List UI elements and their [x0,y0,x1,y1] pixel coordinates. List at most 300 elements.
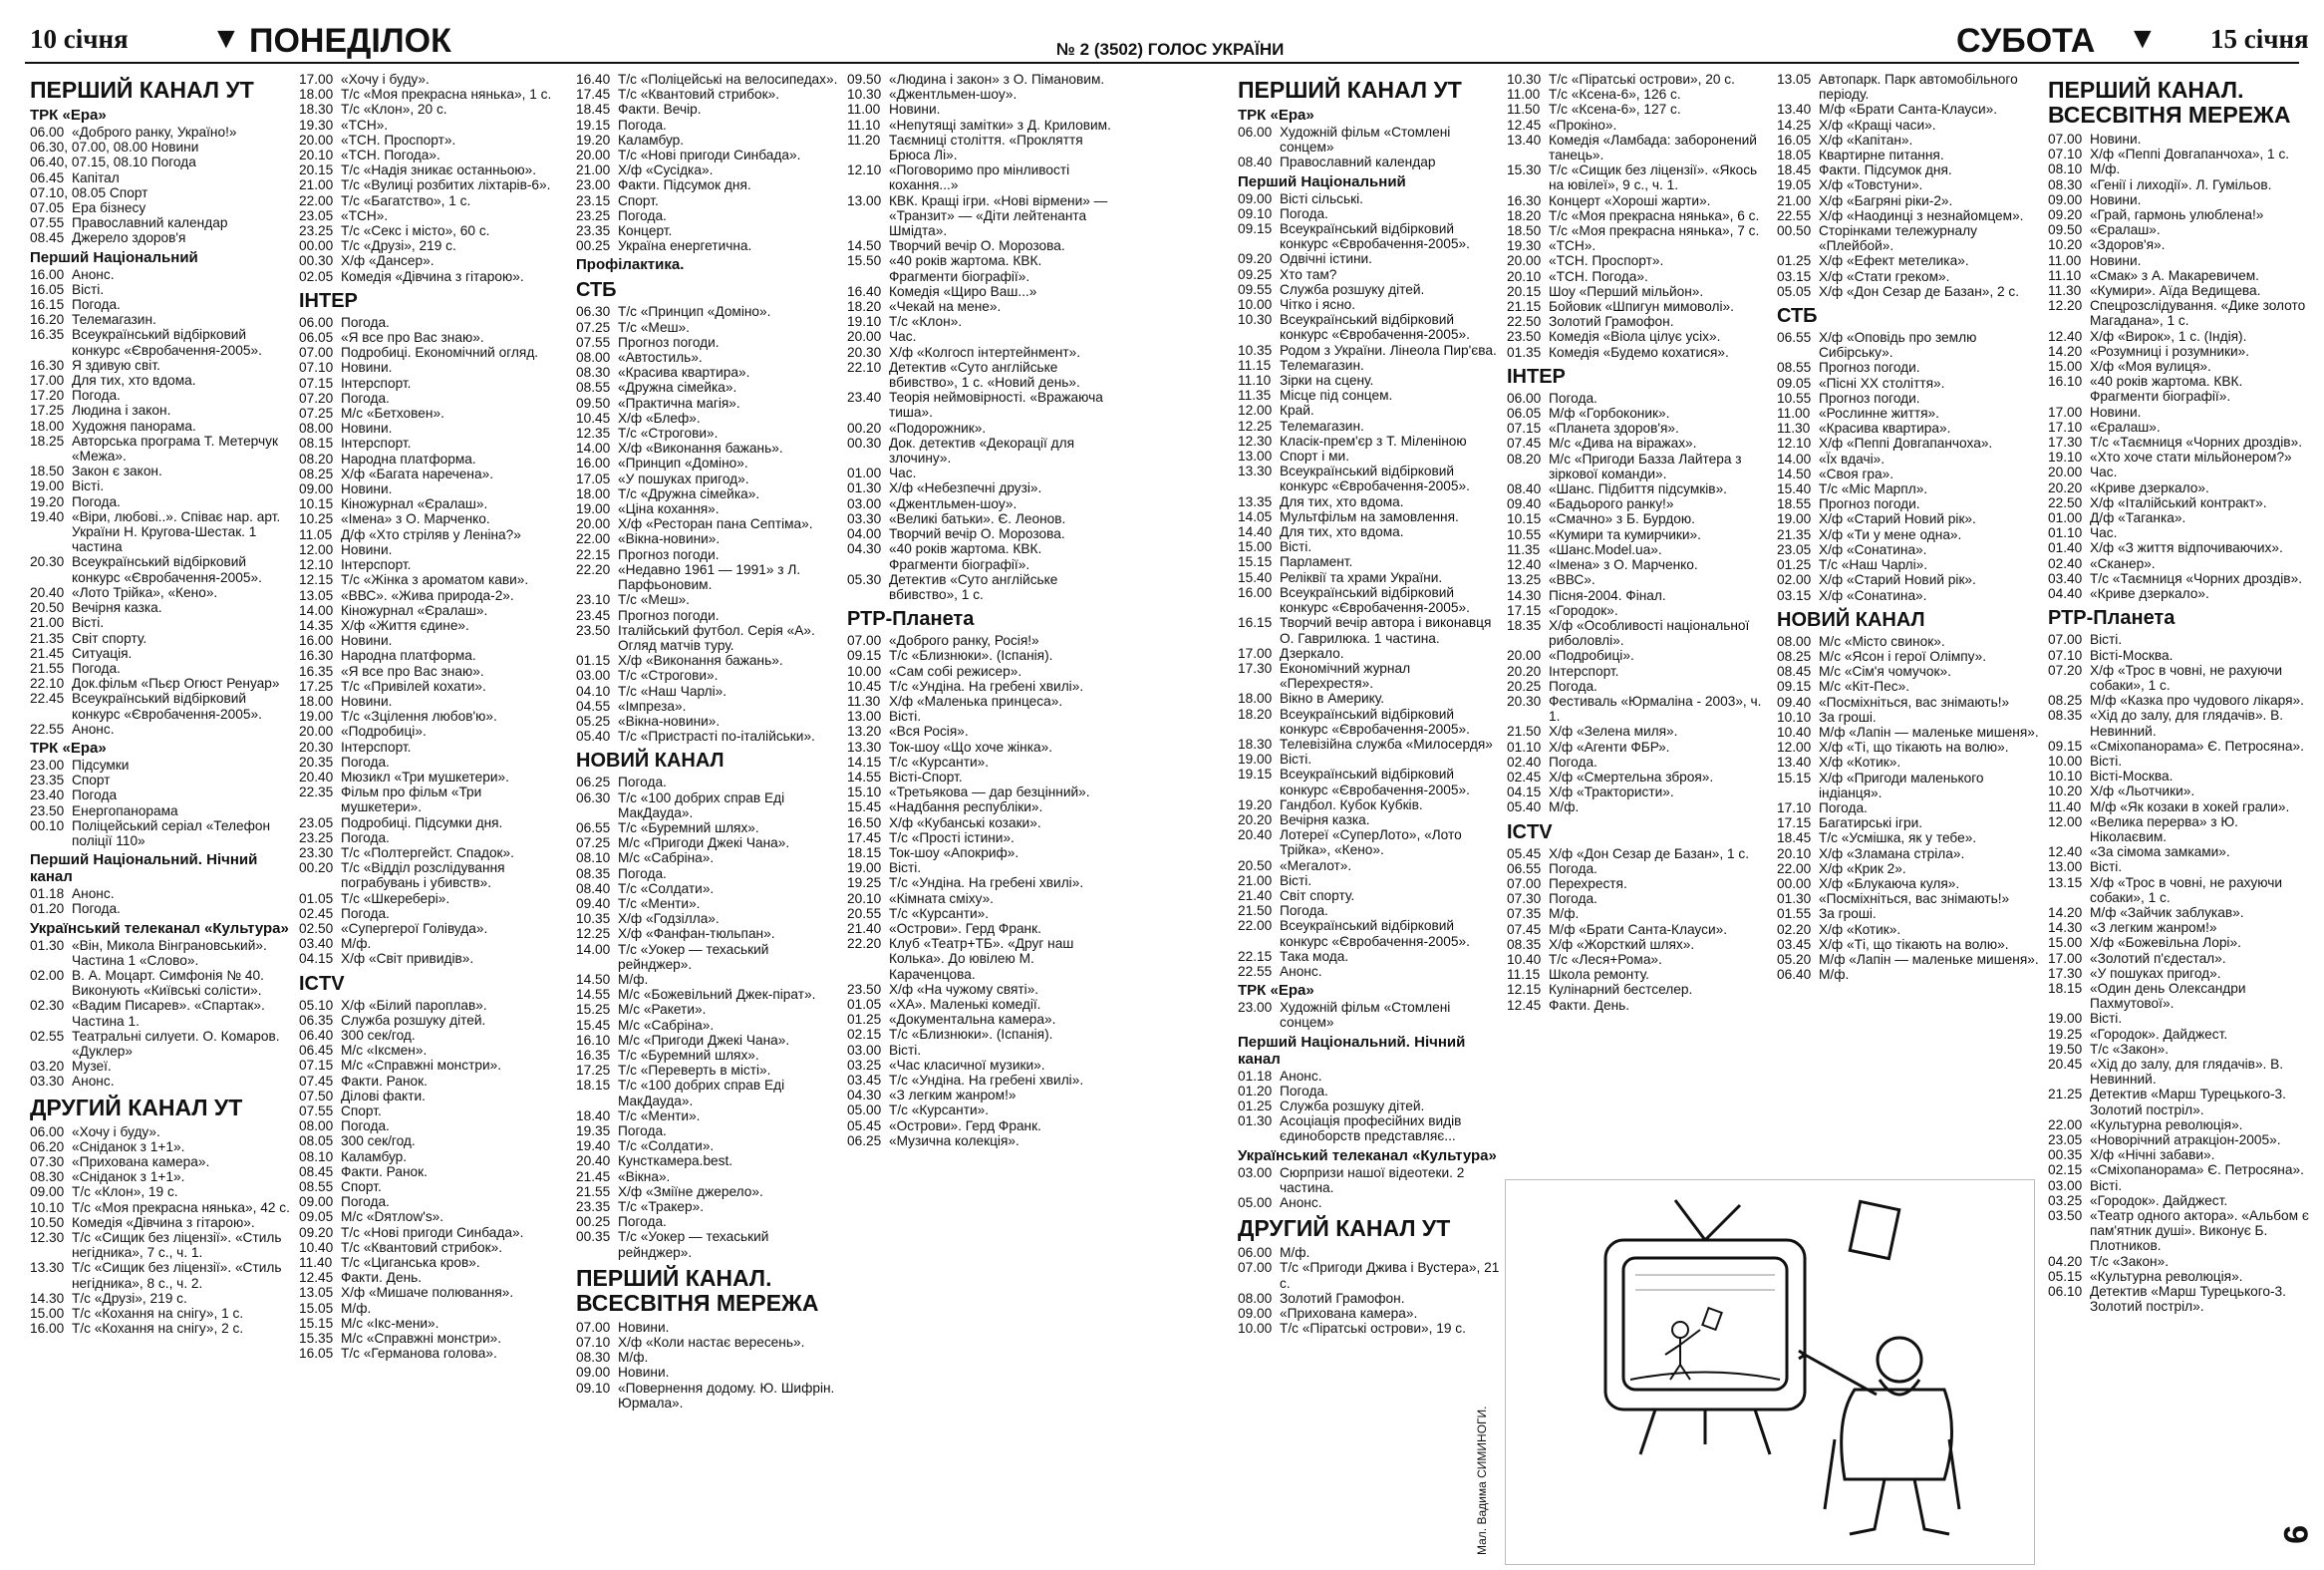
program-listing [1238,509,1505,524]
program-time: 07.15 [1507,421,1542,437]
program-title: Служба розшуку дітей. [341,1012,486,1028]
program-title: Спецрозслідування. «Дике золото Магадана», 1 с. [2090,298,2306,329]
program-time: 15.05 [299,1300,334,1316]
program-title: Х/ф «Трактористи». [1549,785,1674,800]
program-title: Погода. [341,829,390,845]
program-time: 07.25 [299,406,334,422]
program-listing [30,938,297,968]
program-title: Х/ф «Сонатина». [1819,587,1927,603]
program-time: 06.40 [1777,967,1812,983]
program-listing [2048,556,2315,571]
program-time: 20.00 [2048,465,2083,480]
program-time: 07.15 [299,375,334,391]
program-listing [299,1013,566,1028]
program-title: Т/с «Моя прекрасна нянька», 7 с. [1549,223,1760,239]
channel-heading: ТРК «Ера» [1238,107,1314,124]
program-time: 08.40 [1238,155,1273,170]
program-title: М/ф «Брати Санта-Клауси». [1549,921,1728,937]
program-listing [1507,133,1774,162]
program-time: 08.30 [2048,176,2083,192]
program-time: 07.55 [299,1103,334,1118]
program-time: 01.40 [2048,540,2083,556]
program-listing [2048,1193,2315,1208]
program-title: Анонс. [1280,1195,1322,1210]
program-title: Вісті. [889,860,922,876]
program-time: 08.35 [2048,708,2083,724]
program-time: 18.45 [1777,830,1812,846]
program-title: М/с «Сабріна». [618,850,715,866]
program-time: 03.25 [2048,1192,2083,1208]
program-listing [1507,511,1774,526]
program-title: Інтерспорт. [341,436,412,452]
program-title: Інтерспорт. [341,375,412,391]
program-title: Родом з України. Лінеола Пир'єва. [1280,342,1497,358]
program-listing [1507,603,1774,618]
program-title: «Театр одного актора». «Альбом є пам'ятник душі». Виконує Б. Плотников. [2090,1208,2309,1254]
program-title: Погода. [1280,903,1328,919]
program-time: 06.10 [2048,1284,2083,1300]
program-time: 15.40 [1238,569,1273,585]
program-time: 07.15 [299,1058,334,1074]
program-title: Т/с «Таємниця «Чорних дроздів». [2090,570,2302,586]
program-title: Х/ф «Старий Новий рік». [1819,511,1976,527]
program-listing [1777,906,2044,921]
program-listing [847,875,1114,890]
program-listing [2048,161,2315,176]
channel-heading: Український телеканал «Культура» [30,919,289,937]
program-listing [1238,646,1505,661]
program-time: 23.40 [30,787,65,803]
program-time: 16.20 [30,312,65,328]
program-title: «Джентльмен-шоу». [889,495,1017,511]
program-listing [1777,148,2044,162]
program-time: 06.05 [299,330,334,346]
program-title: Новини. [2090,191,2142,207]
program-title: Факти. Ранок. [341,1163,428,1179]
program-listing [299,223,566,238]
program-title: Погода. [341,754,390,770]
program-listing [576,1335,843,1350]
program-listing [299,496,566,511]
program-time: 18.00 [30,418,65,434]
program-listing [30,818,297,848]
program-listing [30,998,297,1028]
program-title: М/с «Місто свинок». [1819,633,1945,649]
program-time: 16.15 [30,297,65,313]
program-time: 17.15 [1507,602,1542,618]
program-listing [576,790,843,820]
program-time: 04.10 [576,683,611,699]
program-listing [2048,525,2315,540]
program-title: «Сміхопанорама» Є. Петросяна». [2090,1162,2304,1178]
program-listing [1777,330,2044,360]
program-time: 01.55 [1777,906,1812,922]
program-listing [1777,284,2044,299]
program-listing [1777,162,2044,177]
program-title: М/ф «Як козаки в хокей грали». [2090,798,2290,814]
program-time: 10.00 [1238,1321,1273,1337]
program-listing [1777,891,2044,906]
program-time: 17.25 [299,678,334,694]
program-title: М/с «Пригоди Базза Лайтера з зіркової команди». [1549,451,1742,481]
program-time: 18.00 [299,87,334,103]
program-listing [1507,193,1774,208]
program-title: Т/с «Ксена-6», 127 с. [1549,102,1681,118]
program-title: «Смак» з А. Макаревичем. [2090,267,2259,283]
program-time: 04.15 [299,951,334,967]
program-title: Х/ф «Котик». [1819,921,1901,937]
program-listing [1238,707,1505,737]
program-time: 23.40 [847,390,882,406]
program-listing [2048,405,2315,420]
program-listing [576,501,843,516]
program-listing [1777,846,2044,861]
program-title: «Поговоримо про мінливості кохання...» [889,162,1070,193]
program-listing [299,391,566,406]
program-listing [30,215,297,230]
program-listing [1777,830,2044,845]
program-listing [30,200,297,215]
program-listing [30,1124,297,1139]
program-time: 10.00 [1238,297,1273,313]
program-time: 22.20 [576,561,611,577]
program-time: 18.20 [1238,706,1273,722]
program-time: 22.00 [1238,918,1273,934]
program-listing [576,714,843,729]
program-title: Х/ф «Життя єдине». [341,617,469,633]
program-time: 07.10 [576,1335,611,1351]
program-title: «Кумири». Аїда Ведищева. [2090,283,2261,299]
program-listing [847,253,1114,283]
program-time: 13.00 [1238,449,1273,465]
program-listing [2048,859,2315,874]
program-title: М/ф «Горбоконик». [1549,406,1670,422]
program-title: «Сканер». [2090,555,2156,571]
program-time: 05.40 [576,729,611,745]
program-listing [1507,846,1774,861]
program-title: М/с «Божевільний Джек-пірат». [618,987,816,1003]
program-listing [1777,269,2044,284]
program-title: «Криве дзеркало». [2090,479,2209,495]
program-title: Сюрпризи нашої відеотеки. 2 частина. [1280,1164,1465,1195]
issue-info: № 2 (3502) ГОЛОС УКРАЇНИ [1056,40,1285,59]
program-time: 03.00 [576,668,611,684]
program-title: Х/ф «Зламана стріла». [1819,845,1965,861]
program-time: 10.20 [2048,237,2083,253]
program-listing [1238,282,1505,297]
schedule-column [299,72,566,1559]
program-time: 12.00 [1238,403,1273,419]
program-time: 13.30 [847,739,882,755]
program-listing [299,951,566,966]
program-listing [299,709,566,724]
program-time: 16.05 [299,1346,334,1362]
program-time: 07.45 [1507,436,1542,452]
program-listing [1238,752,1505,767]
program-time: 04.20 [2048,1253,2083,1269]
program-listing [1238,221,1505,251]
program-listing [576,72,843,87]
program-title: Х/ф «Дон Сезар де Базан», 1 с. [1549,845,1750,861]
program-title: Х/ф «Пеппі Довгапанчоха». [1819,436,1993,452]
program-listing [847,436,1114,466]
program-listing [1507,314,1774,329]
program-time: 07.35 [1507,906,1542,922]
program-title: Погода. [618,1123,667,1138]
program-listing [30,358,297,373]
program-listing [1507,436,1774,451]
program-listing [30,185,297,200]
program-time: 08.10 [2048,161,2083,177]
program-time: 03.45 [847,1073,882,1088]
program-listing [576,820,843,835]
program-listing [1777,710,2044,725]
program-listing [2048,253,2315,268]
program-title: «Подорожник». [889,420,987,436]
program-listing [847,633,1114,648]
program-listing [576,350,843,365]
program-listing [1777,496,2044,511]
program-title: Прогноз погоди. [618,546,720,562]
program-title: Т/с «100 добрих справ Еді МакДауда». [618,789,785,820]
program-listing [576,562,843,592]
program-listing [299,72,566,87]
program-listing [2048,435,2315,450]
program-time: 01.35 [1507,344,1542,360]
schedule-column [1777,72,2044,1188]
program-listing [2048,1042,2315,1057]
program-title: Закон є закон. [72,464,162,479]
program-listing [576,1169,843,1184]
program-listing [576,1381,843,1411]
program-listing [299,1240,566,1255]
program-listing [847,694,1114,709]
program-time: 07.05 [30,200,65,216]
program-listing [299,815,566,830]
program-time: 16.05 [1777,132,1812,148]
program-listing [2048,298,2315,328]
program-title: Перехрестя. [1549,875,1627,891]
program-listing [576,1365,843,1380]
program-listing [2048,784,2315,798]
program-title: Т/с «Піратські острови», 20 с. [1549,72,1735,87]
program-listing [1507,299,1774,314]
program-listing [30,787,297,802]
program-time: 09.50 [576,395,611,411]
program-listing [1777,740,2044,755]
program-listing [299,345,566,360]
program-title: Т/с «Нові пригоди Синбада». [618,148,801,163]
program-time: 06.30 [576,789,611,805]
program-title: Час. [2090,525,2118,541]
program-listing [847,1088,1114,1102]
program-title: Х/ф «Зміїне джерело». [618,1183,763,1199]
program-time: 19.15 [576,117,611,133]
program-listing [1777,861,2044,876]
program-title: «Доброго ранку, Росія!» [889,633,1039,649]
program-time: 05.00 [847,1102,882,1118]
program-time: 02.55 [30,1028,65,1044]
program-title: Док.фільм «Пьєр Огюст Ренуар» [72,676,280,692]
program-title: «40 років жартома. КВК. Фрагменти біографії». [2090,374,2243,405]
channel-heading: ICTV [299,972,345,995]
program-time: 08.40 [576,880,611,896]
program-title: Т/с «Солдати». [618,880,715,896]
program-time: 07.25 [576,835,611,851]
program-listing [2048,1057,2315,1087]
program-time: 07.00 [1507,875,1542,891]
program-title: Факти. День. [1549,997,1630,1013]
program-time: 18.45 [576,102,611,118]
program-listing [2048,1269,2315,1284]
program-title: Народна платформа. [341,451,476,467]
program-listing [2048,1011,2315,1026]
program-time: 09.55 [1238,281,1273,297]
program-title: Т/с «Кохання на снігу», 2 с. [72,1321,244,1337]
program-title: Кулінарний бестселер. [1549,982,1693,998]
program-listing [1507,72,1774,87]
program-title: Х/ф «Багряні ріки-2». [1819,192,1953,208]
program-time: 06.25 [847,1132,882,1148]
program-time: 10.55 [1507,526,1542,542]
program-title: Ситуація. [72,645,133,661]
program-title: «Прихована камера». [72,1153,210,1169]
program-listing [299,740,566,755]
program-time: 14.55 [847,769,882,785]
program-title: Х/ф «Стати греком». [1819,268,1950,284]
program-title: Творчий вечір О. Морозова. [889,526,1065,542]
program-title: Т/с «Моя прекрасна нянька», 6 с. [1549,207,1760,223]
program-listing [1777,952,2044,967]
program-listing [1777,72,2044,102]
program-title: Т/с «Менти». [618,1107,701,1123]
program-title: М/ф. [341,936,372,952]
program-listing [576,162,843,177]
program-listing [1238,570,1505,585]
program-title: Х/ф «Капітан». [1819,132,1913,148]
program-title: Таємниці століття. «Прокляття Брюса Лі». [889,132,1083,163]
program-time: 02.40 [2048,555,2083,571]
program-listing [576,653,843,668]
program-listing [576,486,843,501]
program-listing [576,729,843,744]
program-listing [1238,585,1505,615]
program-listing [847,815,1114,830]
program-time: 09.00 [1238,190,1273,206]
program-time: 10.35 [576,911,611,927]
program-time: 09.40 [576,895,611,911]
program-time: 20.40 [1238,827,1273,843]
program-time: 02.15 [2048,1162,2083,1178]
program-title: Новини. [341,541,393,557]
program-listing [2048,540,2315,555]
program-time: 07.30 [1507,891,1542,907]
program-title: Така мода. [1280,948,1349,964]
program-time: 20.00 [1507,648,1542,664]
program-time: 19.05 [1777,177,1812,193]
program-time: 11.40 [299,1255,333,1271]
program-title: Т/с «Друзі», 219 с. [72,1290,187,1306]
program-listing [1777,572,2044,587]
program-listing [847,572,1114,602]
program-title: Ділові факти. [341,1088,426,1103]
program-listing [299,921,566,936]
program-time: 18.00 [299,693,334,709]
program-time: 08.10 [299,1148,334,1164]
schedule-column [576,72,843,1559]
program-title: Т/с «Шкеребері». [341,890,450,906]
program-listing [299,603,566,618]
program-listing [1238,903,1505,918]
program-time: 20.00 [1507,253,1542,269]
program-listing [299,1118,566,1133]
svg-text:.: . [1715,1550,1719,1562]
program-listing [1238,1084,1505,1099]
program-listing [2048,450,2315,465]
program-title: Фестиваль «Юрмаліна - 2003», ч. 1. [1549,693,1762,725]
program-time: 18.55 [1777,496,1812,512]
program-listing [1507,724,1774,739]
program-title: Х/ф «Виконання бажань». [618,653,783,669]
program-title: Для тих, хто вдома. [1280,493,1404,509]
program-title: Новини. [341,693,393,709]
program-time: 01.20 [30,901,65,917]
program-listing [576,668,843,683]
program-time: 10.40 [299,1239,334,1255]
program-listing [576,335,843,350]
program-time: 14.50 [1777,466,1812,481]
program-title: Х/ф «На чужому святі». [889,981,1039,997]
program-title: Т/с «Буремний шлях». [618,1047,759,1063]
program-time: 12.35 [576,426,611,442]
channel-heading: СТБ [576,279,617,302]
program-title: Мультфільм на замовлення. [1280,508,1459,524]
channel-heading: ТРК «Ера» [30,107,107,124]
program-title: «Подробиці». [1549,648,1634,664]
program-title: «Сміхопанорама» Є. Петросяна». [2090,738,2304,754]
program-title: Всеукраїнський відбірковий конкурс «Євробачення-2005». [72,327,262,358]
program-listing [847,891,1114,906]
program-listing [2048,268,2315,283]
program-time: 12.15 [299,572,334,588]
program-time: 03.00 [847,1042,882,1058]
channel-heading: ІНТЕР [1507,365,1566,388]
program-title: «Дружна сімейка». [618,380,737,396]
program-time: 09.50 [2048,222,2083,238]
program-title: Х/ф «Виконання бажань». [618,441,783,457]
program-title: Спорт. [618,192,659,208]
program-time: 20.50 [1238,857,1273,873]
program-time: 07.20 [2048,662,2083,678]
program-listing [2048,571,2315,586]
program-time: 15.15 [299,1315,334,1331]
program-listing [1507,952,1774,967]
program-listing [299,436,566,451]
program-title: Вісті. [1280,539,1312,555]
program-time: 06.20 [30,1138,65,1154]
program-title: Т/с «Надія зникає останньою». [341,162,537,178]
program-time: 15.10 [847,785,882,800]
program-listing [1507,876,1774,891]
program-time: 07.45 [1507,921,1542,937]
program-listing [2048,663,2315,693]
program-time: 10.30 [847,87,882,103]
program-listing [1507,527,1774,542]
program-time: 22.15 [576,546,611,562]
program-time: 12.10 [299,557,334,573]
program-title: Комедія «Дівчина з гітарою». [341,268,524,284]
program-time: 06.45 [299,1043,334,1059]
